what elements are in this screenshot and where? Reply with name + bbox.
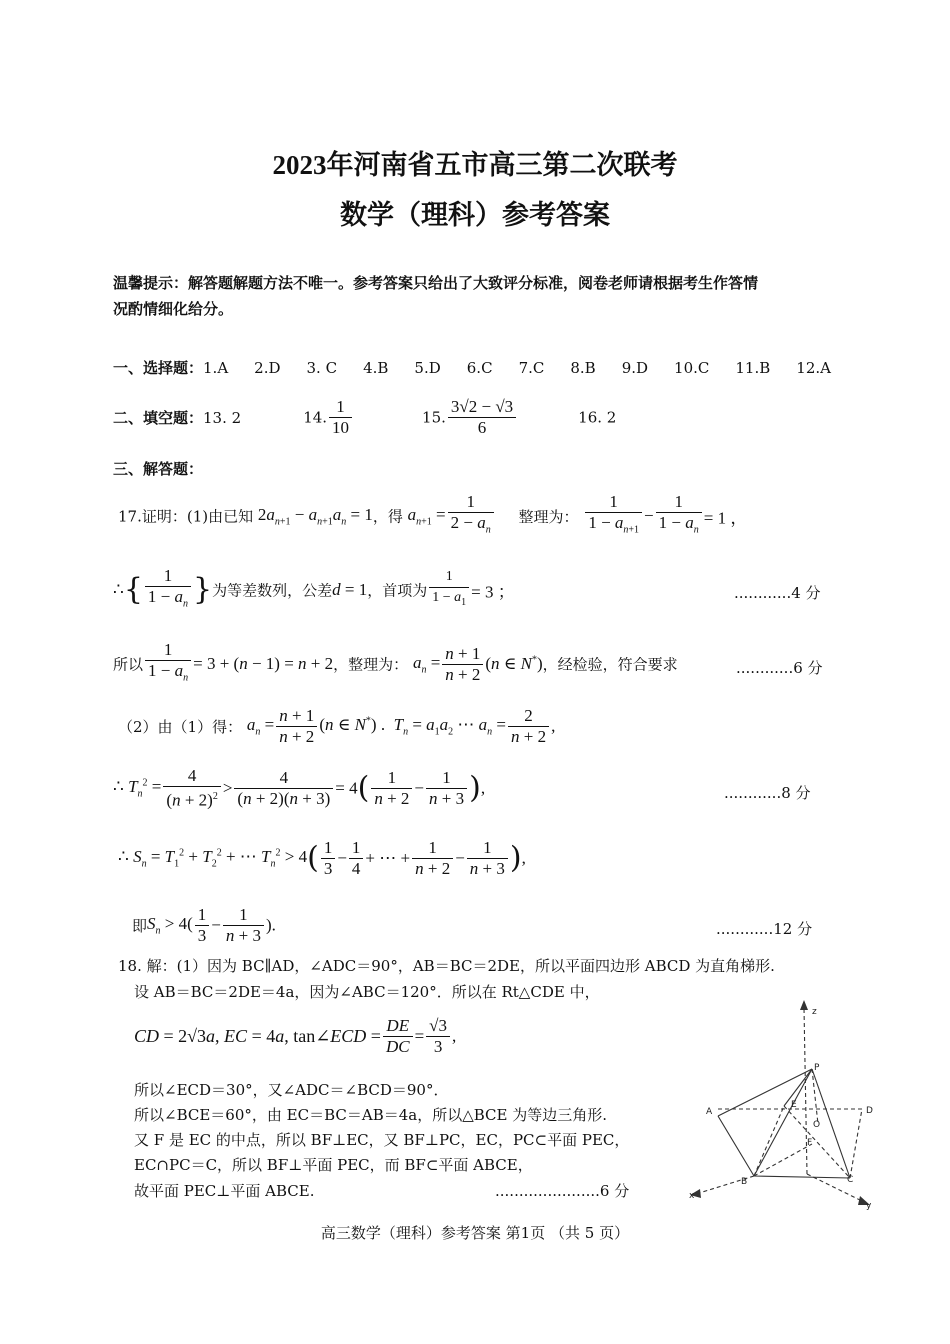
fill-answers <box>113 397 616 438</box>
p17-line-4: （2）由（1）得： $a_n$ = $\frac{n + 1}{n + 2}$ (n ∈ N*) . $T_n = a_1a_2$ ⋯ $a_n$ = $\frac{2}{n + 2}$ , <box>118 706 556 746</box>
page-title: 2023年河南省五市高三第二次联考 <box>272 150 678 180</box>
p18-line-6: EC∩PC＝C，所以 BF⊥平面 PEC，而 BF⊂平面 ABCE， <box>134 1156 533 1174</box>
label-c: C <box>847 1175 854 1185</box>
section2-label: 二、填空题： <box>113 409 204 427</box>
page-subtitle: 数学（理科）参考答案 <box>340 200 610 230</box>
answer-15-numerator: 3√2 − √3 <box>448 397 516 418</box>
p18-line-4: 所以∠BCE＝60°，由 EC＝BC＝AB＝4a，所以△BCE 为等边三角形. <box>134 1106 607 1124</box>
choice-answer: 7.C <box>518 359 545 377</box>
choice-answer: 9.D <box>621 359 649 377</box>
choice-answers <box>113 357 857 378</box>
p18-line-7: 故平面 PEC⊥平面 ABCE. <box>134 1182 315 1200</box>
p17-line3-prefix: 所以 <box>113 655 144 674</box>
p17-line-1: 17.证明：(1)由已知 $2a_{n+1} - a_{n+1}a_n = 1$，得 $a_{n+1}$ = $\frac{1}{2 - a_n}$ 整理为： $\frac{1}{1 - a_{n+1}}$ − $\frac{1}{1 - a_n}$ = 1 ， <box>118 492 748 536</box>
answer-15-fraction <box>448 397 516 438</box>
choice-answer: 10.C <box>674 359 710 377</box>
p17-score-8: ............8 分 <box>724 784 811 802</box>
label-b: B <box>741 1177 748 1187</box>
p18-score-6: ......................6 分 <box>495 1182 630 1200</box>
p17-score-6: ............6 分 <box>736 659 823 677</box>
p17-line1-prefix: 17.证明：(1)由已知 <box>118 507 254 526</box>
choice-answer: 8.B <box>570 359 596 377</box>
answer-15-denominator: 6 <box>477 418 487 437</box>
answer-13: 13. 2 <box>203 408 242 427</box>
choice-answer: 2.D <box>254 359 281 377</box>
choice-answer: 1.A <box>203 359 229 377</box>
answer-14-fraction <box>329 397 352 438</box>
p17-line7-prefix: 即 <box>132 917 148 935</box>
tip-text-2: 况酌情细化给分。 <box>113 300 234 318</box>
tip-line-1 <box>113 270 758 296</box>
p18-line-3: 所以∠ECD＝30°，又∠ADC＝∠BCD＝90°． <box>134 1081 449 1099</box>
section1-label: 一、选择题： <box>113 359 204 377</box>
p17-line-7: 即$S_n > 4$( $\frac{1}{3}$ − $\frac{1}{n + 3}$ ). <box>132 905 276 945</box>
answer-16: 16. 2 <box>578 408 617 427</box>
p17-line1-mid: ，得 <box>372 507 403 526</box>
p17-line-2: ∴{ $\frac{1}{1 - a_n}$ }为等差数列，公差d = 1，首项为 $\frac{1}{1 - a_1}$ = 3 ； <box>113 566 515 610</box>
p17-line4-prefix: （2）由（1）得： <box>118 718 243 736</box>
p17-line-3: 所以 $\frac{1}{1 - a_n}$ = 3 + (n − 1) = n + 2，整理为： $a_n$ = $\frac{n + 1}{n + 2}$ (n ∈ N*)，经检验，符合要求 <box>113 640 678 684</box>
label-d: D <box>866 1106 873 1116</box>
p18-line-2: 设 AB＝BC＝2DE＝4a，因为∠ABC＝120°．所以在 Rt△CDE 中， <box>134 983 600 1001</box>
choice-answer: 3. C <box>306 359 338 377</box>
p18-formula: CD = 2√3a, EC = 4a, tan∠ECD = $\frac{DE}{DC}$ = $\frac{√3}{3}$ , <box>134 1016 457 1056</box>
choice-answer: 12.A <box>796 359 831 377</box>
tip-text-1: 解答题解题方法不唯一。参考答案只给出了大致评分标准，阅卷老师请根据考生作答情 <box>188 274 759 292</box>
p17-line-6: ∴ $S_n = T_1^2 + T_2^2$ + ⋯ $T_n^2 > 4$( $\frac{1}{3}$ − $\frac{1}{4}$ + ⋯ + $\frac{1}{n + 2}$ − $\frac{1}{n + 3}$ ), <box>118 838 526 878</box>
p17-line2-text: 为等差数列，公差 <box>212 581 333 600</box>
label-a: A <box>706 1107 713 1117</box>
p18-line-1: 18. 解：(1）因为 BC∥AD，∠ADC＝90°，AB＝BC＝2DE，所以平面四边形 ABCD 为直角梯形. <box>118 957 775 975</box>
label-p: P <box>814 1063 820 1073</box>
p17-line1-sort: 整理为： <box>518 507 579 526</box>
p17-score-4: ............4 分 <box>734 584 821 602</box>
label-z: z <box>812 1007 817 1017</box>
p17-line3-check: ，经检验，符合要求 <box>542 655 678 674</box>
tip-label: 温馨提示： <box>113 274 189 292</box>
choice-answer: 6.C <box>466 359 493 377</box>
label-f: F <box>807 1138 813 1148</box>
section3-label: 三、解答题： <box>113 460 204 478</box>
choice-answer: 11.B <box>735 359 771 377</box>
page-footer: 高三数学（理科）参考答案 第1页 （共 5 页） <box>320 1224 630 1242</box>
label-x: x <box>689 1191 695 1201</box>
answer-14-numerator: 1 <box>329 397 352 418</box>
answer-14-label: 14. <box>303 408 328 427</box>
label-e: E <box>791 1100 797 1110</box>
choice-list <box>203 359 857 377</box>
p17-line-5: ∴ $T_n^2$ = $\frac{4}{(n + 2)^2}$ > $\frac{4}{(n + 2)(n + 3)}$ = 4( $\frac{1}{n + 2}$ − $\frac{1}{n + 3}$ ), <box>113 766 486 810</box>
p17-line3-sort: ，整理为： <box>333 655 409 674</box>
choice-answer: 5.D <box>414 359 441 377</box>
answer-14-denominator: 10 <box>332 418 350 437</box>
choice-answer: 4.B <box>363 359 389 377</box>
label-o: O <box>813 1120 821 1130</box>
label-y: y <box>866 1201 872 1211</box>
p17-score-12: ............12 分 <box>716 920 813 938</box>
p18-line-5: 又 F 是 EC 的中点，所以 BF⊥EC，又 BF⊥PC，EC，PC⊂平面 PEC， <box>134 1131 630 1149</box>
p17-line2-first: ，首项为 <box>367 581 428 600</box>
geometry-diagram <box>684 996 884 1214</box>
answer-15-label: 15. <box>422 408 446 427</box>
